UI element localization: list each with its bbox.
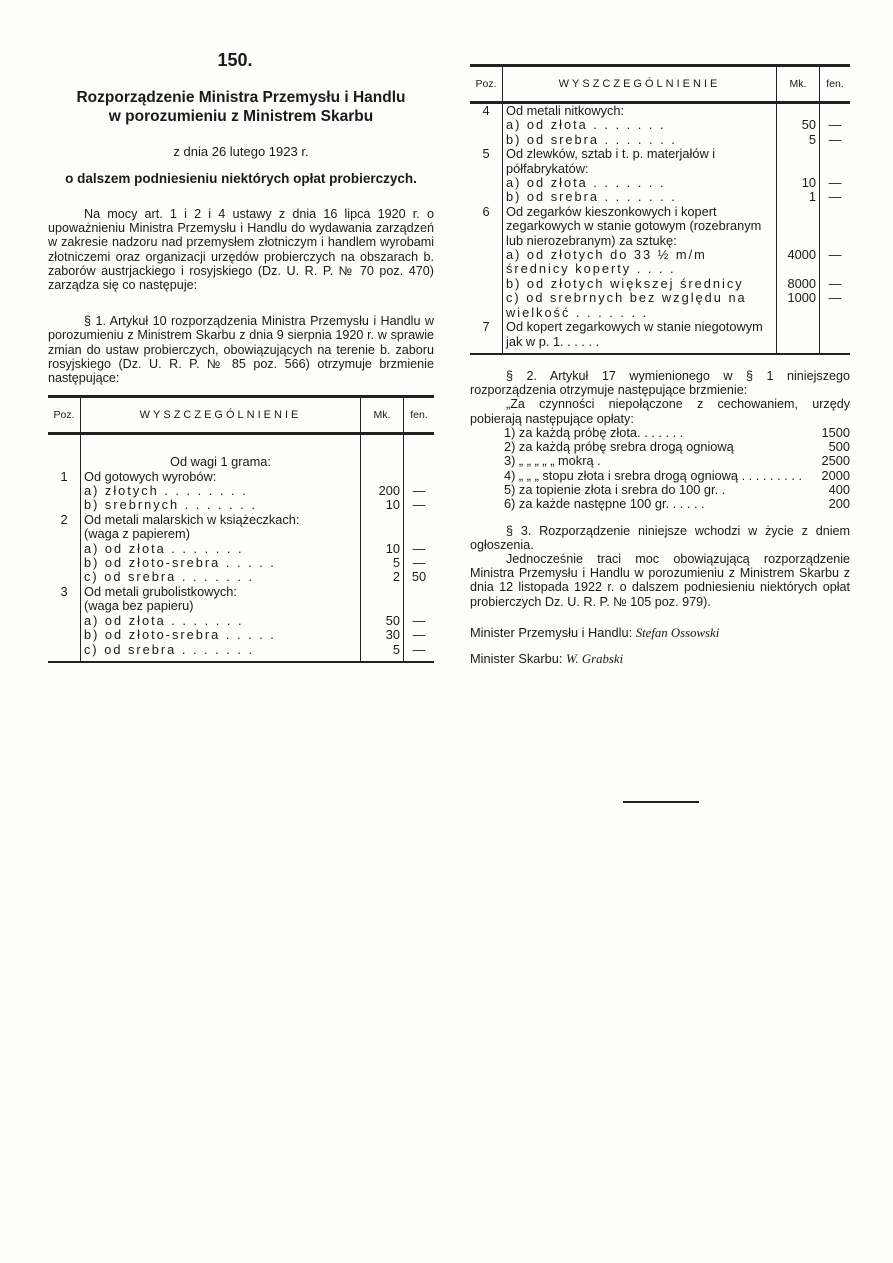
cell-fen xyxy=(404,470,435,484)
cell-mk: 5 xyxy=(361,643,404,662)
cell-description: a) od złota . . . . . . . xyxy=(84,540,244,556)
cell-mk xyxy=(777,147,820,176)
cell-description: Od metali malarskich w książeczkach: xyxy=(84,511,300,527)
fee-table-left xyxy=(48,395,434,663)
cell-description: b) od srebra . . . . . . . xyxy=(506,189,677,205)
cell-poz xyxy=(48,556,81,570)
right-column xyxy=(470,64,850,667)
table-row xyxy=(48,614,434,628)
list-item xyxy=(470,426,850,440)
list-item xyxy=(470,497,850,511)
cell-fen: — xyxy=(404,628,435,642)
table-row xyxy=(48,470,434,484)
fee-label: 5) za topienie złota i srebra do 100 gr. . xyxy=(504,481,726,497)
cell-description: b) srebrnych . . . . . . . xyxy=(84,497,257,513)
col-header-poz: Poz. xyxy=(470,66,503,103)
cell-mk: 50 xyxy=(777,118,820,132)
fee-value: 2000 xyxy=(821,467,850,483)
fee-value: 200 xyxy=(828,496,850,512)
cell-poz xyxy=(48,498,81,512)
paragraph-3: § 3. Rozporządzenie niniejsze wchodzi w życie z dniem ogłoszenia. xyxy=(470,523,850,552)
cell-mk: 50 xyxy=(361,614,404,628)
fee-value: 2500 xyxy=(821,453,850,469)
signature-name: Stefan Ossowski xyxy=(635,625,720,640)
table-row xyxy=(48,599,434,613)
signature-name: W. Grabski xyxy=(566,651,624,666)
cell-mk xyxy=(361,585,404,599)
cell-poz xyxy=(470,248,503,277)
cell-mk: 1 xyxy=(777,190,820,204)
fee-table-right xyxy=(470,64,850,355)
fee-label: 6) za każde następne 100 gr. . . . . . xyxy=(504,496,705,512)
fee-label: 4) „ „ „ stopu złota i srebra drogą ogniową . . . . . . . . . xyxy=(504,467,803,483)
paragraph-4: Jednocześnie traci moc obowiązującą rozporządzenie Ministra Przemysłu i Handlu w porozumieniu z Ministrem Skarbu z dnia 12 listopada 1922 r. o dalszem podniesieniu niektórych opłat probierczych Dz. U. R. P. № 105 poz. 979). xyxy=(470,551,850,609)
cell-poz xyxy=(48,599,81,613)
cell-poz xyxy=(48,542,81,556)
cell-fen: — xyxy=(820,118,851,132)
title-line-1: Rozporządzenie Ministra Przemysłu i Handlu xyxy=(76,89,406,106)
cell-description: b) od srebra . . . . . . . xyxy=(506,131,677,147)
cell-fen: — xyxy=(820,248,851,277)
fee-list xyxy=(470,426,850,512)
cell-description: Od metali nitkowych: xyxy=(506,103,625,118)
table-row xyxy=(470,205,850,248)
cell-poz xyxy=(470,277,503,291)
table-row xyxy=(48,498,434,512)
cell-fen xyxy=(820,320,851,354)
cell-description: b) od złoto-srebra . . . . . xyxy=(84,627,276,643)
section-title: Od wagi 1 grama: xyxy=(169,454,271,470)
cell-fen: — xyxy=(404,643,435,662)
cell-fen: 50 xyxy=(404,570,435,584)
regulation-title xyxy=(48,88,434,126)
col-header-mk: Mk. xyxy=(777,66,820,103)
table-row xyxy=(48,542,434,556)
cell-mk xyxy=(361,470,404,484)
col-header-description: WYSZCZEGÓLNIENIE xyxy=(81,397,361,434)
signature-label: Minister Skarbu: xyxy=(470,650,563,666)
table-row xyxy=(470,277,850,291)
cell-description: (waga bez papieru) xyxy=(84,598,194,614)
cell-mk: 10 xyxy=(361,498,404,512)
fee-value: 400 xyxy=(828,481,850,497)
cell-poz: 7 xyxy=(470,320,503,354)
table-row xyxy=(470,291,850,320)
cell-description: c) od srebrnych bez względu na wielkość . . . . . . . xyxy=(506,290,747,320)
paragraph-1: § 1. Artykuł 10 rozporządzenia Ministra Przemysłu i Handlu w porozumieniu z Ministrem Skarbu z dnia 9 sierpnia 1920 r. w sprawie zmian do ustaw probierczych, obowiązujących na terenie b. zaboru rosyjskiego (Dz. U. R. P. № 85 poz. 566) otrzymuje brzmienie następujące: xyxy=(48,314,434,386)
cell-description: a) od złota . . . . . . . xyxy=(506,175,666,191)
cell-poz xyxy=(48,484,81,498)
cell-mk xyxy=(361,599,404,613)
cell-mk: 10 xyxy=(361,542,404,556)
cell-fen: — xyxy=(404,484,435,498)
cell-fen xyxy=(820,147,851,176)
cell-poz xyxy=(48,643,81,662)
table-row xyxy=(470,147,850,176)
table-row xyxy=(48,570,434,584)
cell-poz: 1 xyxy=(48,470,81,484)
table-row xyxy=(48,628,434,642)
cell-description: (waga z papierem) xyxy=(84,526,190,542)
cell-mk xyxy=(777,103,820,119)
fees-intro: „Za czynności niepołączone z cechowaniem, urzędy pobierają następujące opłaty: xyxy=(470,397,850,426)
signature-minister-treasury xyxy=(470,651,850,667)
cell-mk: 8000 xyxy=(777,277,820,291)
cell-mk: 10 xyxy=(777,176,820,190)
cell-poz xyxy=(470,291,503,320)
table-row xyxy=(470,176,850,190)
table-row xyxy=(470,118,850,132)
cell-mk: 5 xyxy=(777,133,820,147)
cell-poz xyxy=(470,118,503,132)
cell-description: Od zegarków kieszonkowych i kopert zegarkowych w stanie gotowym (rozebranym lub nierozebranym) za sztukę: xyxy=(506,203,762,248)
regulation-date: z dnia 26 lutego 1923 r. xyxy=(173,144,309,159)
cell-description: a) od złotych do 33 ½ m/m średnicy koperty . . . . xyxy=(506,247,707,277)
cell-fen: — xyxy=(404,614,435,628)
list-item xyxy=(470,440,850,454)
left-column xyxy=(48,88,434,663)
cell-fen xyxy=(820,103,851,119)
table-row xyxy=(470,133,850,147)
paragraph-2: § 2. Artykuł 17 wymienionego w § 1 niniejszego rozporządzenia otrzymuje następujące brzmienie: xyxy=(470,368,850,398)
cell-poz xyxy=(48,570,81,584)
table-row xyxy=(48,527,434,541)
cell-mk xyxy=(361,527,404,541)
cell-fen: — xyxy=(404,556,435,570)
cell-poz: 5 xyxy=(470,147,503,176)
table-row xyxy=(48,556,434,570)
cell-poz xyxy=(470,133,503,147)
list-item xyxy=(470,469,850,483)
col-header-fen: fen. xyxy=(820,66,851,103)
fee-label: 2) za każdą próbę srebra drogą ogniową xyxy=(504,439,734,455)
cell-mk: 1000 xyxy=(777,291,820,320)
table-row xyxy=(48,585,434,599)
table-row xyxy=(48,484,434,498)
cell-poz xyxy=(48,628,81,642)
cell-mk: 5 xyxy=(361,556,404,570)
cell-fen: — xyxy=(820,133,851,147)
col-header-mk: Mk. xyxy=(361,397,404,434)
cell-mk xyxy=(777,320,820,354)
cell-fen: — xyxy=(404,498,435,512)
table-row xyxy=(470,103,850,119)
table-row xyxy=(470,190,850,204)
cell-fen: — xyxy=(820,277,851,291)
cell-description: a) złotych . . . . . . . . xyxy=(84,483,248,499)
cell-mk xyxy=(777,205,820,248)
title-line-2: w porozumieniu z Ministrem Skarbu xyxy=(108,108,374,125)
col-header-fen: fen. xyxy=(404,397,435,434)
cell-fen xyxy=(820,205,851,248)
cell-fen: — xyxy=(820,190,851,204)
cell-fen xyxy=(404,585,435,599)
cell-mk: 2 xyxy=(361,570,404,584)
fee-value: 1500 xyxy=(821,424,850,440)
cell-poz: 3 xyxy=(48,585,81,599)
table-row xyxy=(48,513,434,527)
cell-description: b) od złoto-srebra . . . . . xyxy=(84,555,276,571)
intro-paragraph: Na mocy art. 1 i 2 i 4 ustawy z dnia 16 lipca 1920 r. o upoważnieniu Ministra Przemysłu i Handlu do wydawania zarządzeń w zakresie nadzoru nad przemysłem złotniczym i handlem wyrobami złotniczemi oraz organizacji urzędów probierczych na obszarach b. zaborów austrjackiego i rosyjskiego (Dz. U. R. P. № 70 poz. 470) zarządza się co następuje: xyxy=(48,207,434,293)
col-header-poz: Poz. xyxy=(48,397,81,434)
regulation-subtitle: o dalszem podniesieniu niektórych opłat probierczych. xyxy=(65,171,417,186)
cell-description: c) od srebra . . . . . . . xyxy=(84,569,255,585)
list-item xyxy=(470,454,850,468)
cell-fen: — xyxy=(404,542,435,556)
cell-fen: — xyxy=(820,176,851,190)
cell-poz: 6 xyxy=(470,205,503,248)
cell-mk: 30 xyxy=(361,628,404,642)
cell-description: Od gotowych wyrobów: xyxy=(84,468,217,484)
cell-description: Od metali grubolistkowych: xyxy=(84,583,237,599)
cell-fen xyxy=(404,599,435,613)
closing-rule xyxy=(623,801,699,803)
cell-fen xyxy=(404,513,435,527)
cell-description: a) od złota . . . . . . . xyxy=(506,117,666,133)
table-row xyxy=(470,320,850,354)
fee-label: 1) za każdą próbę złota. . . . . . . xyxy=(504,424,684,440)
cell-poz xyxy=(48,527,81,541)
cell-description: c) od srebra . . . . . . . xyxy=(81,643,361,662)
cell-mk: 200 xyxy=(361,484,404,498)
signature-label: Minister Przemysłu i Handlu: xyxy=(470,624,633,640)
cell-fen: — xyxy=(820,291,851,320)
signature-minister-industry xyxy=(470,625,850,641)
cell-poz xyxy=(470,176,503,190)
col-header-description: WYSZCZEGÓLNIENIE xyxy=(503,66,777,103)
fee-value: 500 xyxy=(828,439,850,455)
cell-mk xyxy=(361,513,404,527)
fee-label: 3) „ „ „ „ „ mokrą . xyxy=(504,453,601,469)
page-number: 150. xyxy=(217,50,253,70)
cell-description: b) od złotych większej średnicy xyxy=(506,275,744,291)
cell-poz xyxy=(470,190,503,204)
cell-fen xyxy=(404,527,435,541)
table-row xyxy=(470,248,850,277)
cell-mk: 4000 xyxy=(777,248,820,277)
cell-description: a) od złota . . . . . . . xyxy=(84,612,244,628)
list-item xyxy=(470,483,850,497)
cell-description: Od zlewków, sztab i t. p. materjałów i półfabrykatów: xyxy=(506,146,716,176)
table-row xyxy=(48,643,434,662)
cell-description: Od kopert zegarkowych w stanie niegotowym jak w p. 1. . . . . . xyxy=(503,320,777,354)
cell-poz xyxy=(48,614,81,628)
cell-poz: 4 xyxy=(470,103,503,119)
cell-poz: 2 xyxy=(48,513,81,527)
